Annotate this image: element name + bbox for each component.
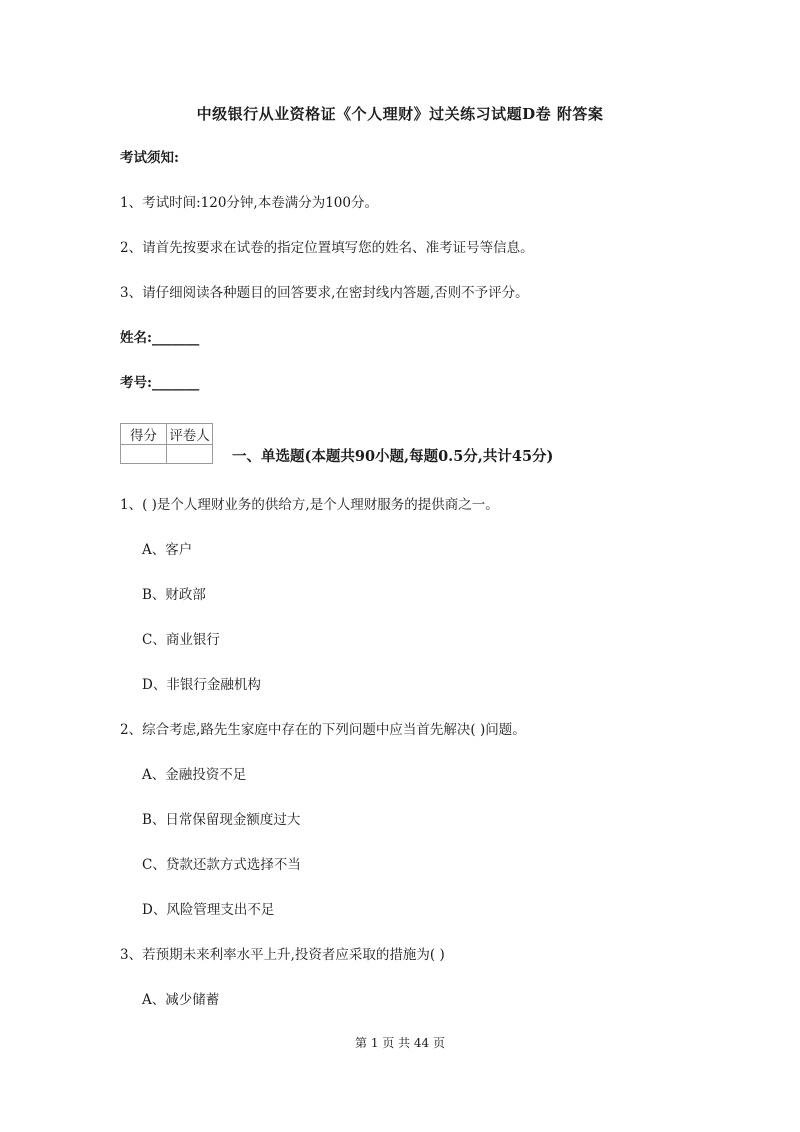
page-title: 中级银行从业资格证《个人理财》过关练习试题D卷 附答案 [196, 105, 604, 123]
question-2-option-c: C、贷款还款方式选择不当 [142, 857, 301, 873]
question-3-option-a: A、减少储蓄 [142, 992, 220, 1008]
page-footer: 第 1 页 共 44 页 [355, 1036, 445, 1050]
score-table [120, 423, 213, 464]
question-2-option-b: B、日常保留现金额度过大 [142, 812, 301, 828]
grader-header: 评卷人 [167, 424, 213, 445]
exam-id-field [120, 373, 199, 393]
notice-item-2: 2、请首先按要求在试卷的指定位置填写您的姓名、准考证号等信息。 [120, 240, 534, 256]
question-1-option-b: B、财政部 [142, 587, 206, 603]
question-2-option-d: D、风险管理支出不足 [142, 902, 275, 918]
grader-cell [167, 445, 213, 464]
notice-item-3: 3、请仔细阅读各种题目的回答要求,在密封线内答题,否则不予评分。 [120, 285, 529, 301]
score-table-blank-row [121, 445, 213, 464]
question-1-option-a: A、客户 [142, 542, 193, 558]
exam-id-blank: _______ [151, 375, 200, 391]
notice-item-1: 1、考试时间:120分钟,本卷满分为100分。 [120, 195, 378, 211]
question-1-stem: 1、( )是个人理财业务的供给方,是个人理财服务的提供商之一。 [120, 497, 499, 513]
name-label: 姓名: [120, 330, 152, 346]
score-table-header-row [121, 424, 213, 445]
question-2-stem: 2、综合考虑,路先生家庭中存在的下列问题中应当首先解决( )问题。 [120, 722, 526, 738]
score-header: 得分 [121, 424, 167, 445]
question-1-option-c: C、商业银行 [142, 632, 220, 648]
name-field [120, 328, 199, 348]
question-1-option-d: D、非银行金融机构 [142, 677, 261, 693]
name-blank: _______ [151, 330, 200, 346]
question-2-option-a: A、金融投资不足 [142, 767, 247, 783]
notice-heading: 考试须知: [120, 150, 179, 166]
score-cell [121, 445, 167, 464]
section-title: 一、单选题(本题共90小题,每题0.5分,共计45分) [232, 448, 554, 465]
exam-id-label: 考号: [120, 375, 152, 391]
question-3-stem: 3、若预期未来利率水平上升,投资者应采取的措施为( ) [120, 947, 445, 963]
